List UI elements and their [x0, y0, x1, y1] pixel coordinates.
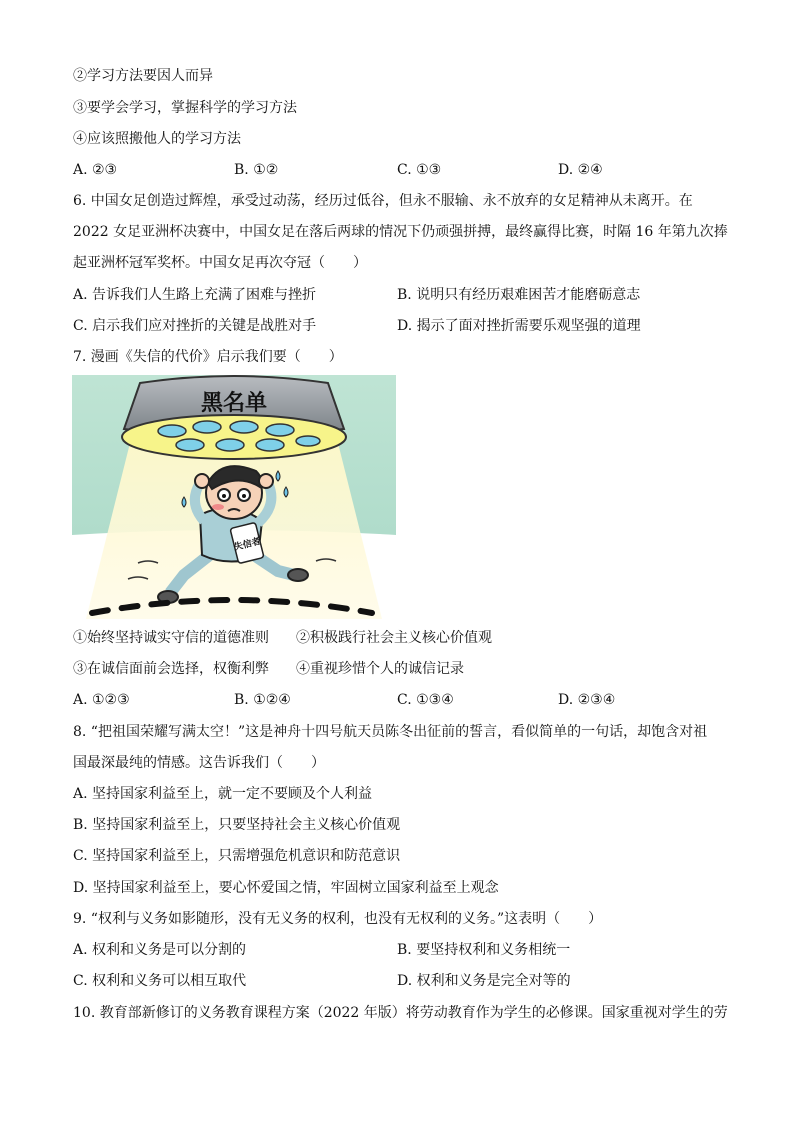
q9-stem: 9. “权利与义务如影随形，没有无义务的权利，也没有无权利的义务。”这表明（ ） [73, 911, 603, 927]
q6-stem-line-2: 2022 女足亚洲杯决赛中，中国女足在落后两球的情况下仍顽强拼搏，最终赢得比赛，时隔 16 年第九次捧 [73, 224, 728, 240]
q6-option-a: A. 告诉我们人生路上充满了困难与挫折 [73, 287, 317, 303]
q5-statement-3: ③要学会学习，掌握科学的学习方法 [73, 100, 297, 116]
q8-option-a: A. 坚持国家利益至上，就一定不要顾及个人利益 [73, 786, 373, 802]
q7-option-c: C. ①③④ [397, 692, 454, 708]
q8-stem-line-1: 8. “把祖国荣耀写满太空！”这是神舟十四号航天员陈冬出征前的誓言，看似简单的一句话，却饱含对祖 [73, 724, 708, 740]
cartoon-image [72, 375, 396, 619]
q9-option-c: C. 权利和义务可以相互取代 [73, 973, 247, 989]
q5-statement-4: ④应该照搬他人的学习方法 [73, 131, 241, 147]
q9-option-a: A. 权利和义务是可以分割的 [73, 942, 247, 958]
lamp-label: 黑名单 [200, 391, 268, 416]
q7-option-a: A. ①②③ [73, 692, 130, 708]
q6-stem-line-1: 6. 中国女足创造过辉煌，承受过动荡，经历过低谷，但永不服输、永不放弃的女足精神从未离开。在 [73, 193, 693, 209]
q7-stem: 7. 漫画《失信的代价》启示我们要（ ） [73, 349, 343, 365]
q10-stem-line-1: 10. 教育部新修订的义务教育课程方案（2022 年版）将劳动教育作为学生的必修课。国家重视对学生的劳 [73, 1005, 728, 1021]
q8-option-d: D. 坚持国家利益至上，要心怀爱国之情，牢固树立国家利益至上观念 [73, 880, 499, 896]
q7-statement-4: ④重视珍惜个人的诚信记录 [296, 661, 464, 677]
q9-option-d: D. 权利和义务是完全对等的 [397, 973, 571, 989]
q9-option-b: B. 要坚持权利和义务相统一 [397, 942, 571, 958]
q7-statement-3: ③在诚信面前会选择，权衡利弊 [73, 661, 269, 677]
q5-statement-2: ②学习方法要因人而异 [73, 68, 213, 84]
q6-stem-line-3: 起亚洲杯冠军奖杯。中国女足再次夺冠（ ） [73, 255, 367, 271]
q5-option-d: D. ②④ [558, 162, 603, 178]
q8-option-c: C. 坚持国家利益至上，只需增强危机意识和防范意识 [73, 848, 401, 864]
q8-option-b: B. 坚持国家利益至上，只要坚持社会主义核心价值观 [73, 817, 401, 833]
q6-option-d: D. 揭示了面对挫折需要乐观坚强的道理 [397, 318, 641, 334]
q6-option-b: B. 说明只有经历艰难困苦才能磨砺意志 [397, 287, 641, 303]
q5-option-b: B. ①② [234, 162, 279, 178]
q6-option-c: C. 启示我们应对挫折的关键是战胜对手 [73, 318, 317, 334]
q7-cartoon [72, 375, 396, 619]
badge-label: 失信者 [233, 536, 262, 554]
q7-statement-2: ②积极践行社会主义核心价值观 [296, 630, 492, 646]
q5-option-a: A. ②③ [73, 162, 118, 178]
q7-statement-1: ①始终坚持诚实守信的道德准则 [73, 630, 269, 646]
q7-option-b: B. ①②④ [234, 692, 291, 708]
q8-stem-line-2: 国最深最纯的情感。这告诉我们（ ） [73, 755, 325, 771]
q7-option-d: D. ②③④ [558, 692, 616, 708]
q5-option-c: C. ①③ [397, 162, 442, 178]
